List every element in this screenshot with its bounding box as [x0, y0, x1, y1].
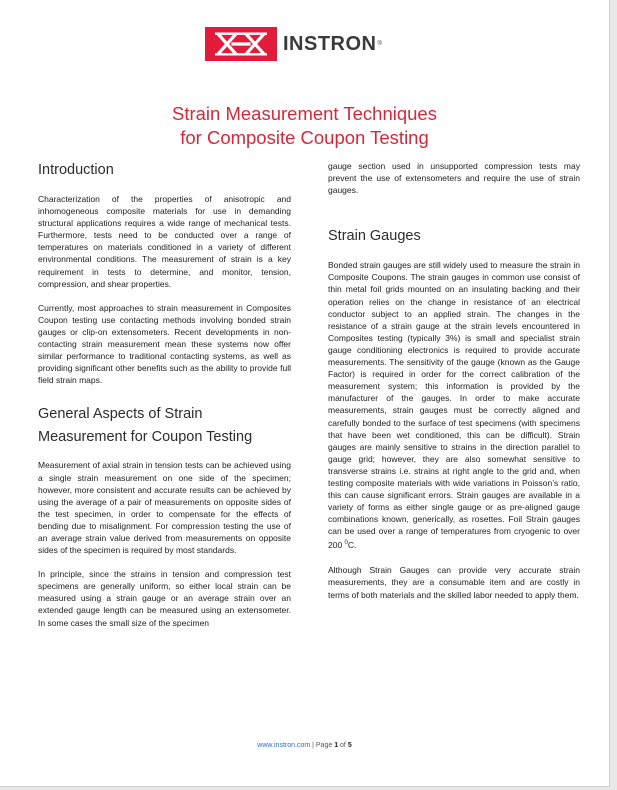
title-line-2: for Composite Coupon Testing — [180, 127, 429, 148]
general-aspects-paragraph-2: In principle, since the strains in tension and compression test specimens are generally uniform, so either local strain can be measured using a strain gauge or an average strain over an extended gauge length can be measured using an extensometer. In some cases the small size of the specimen — [38, 569, 291, 628]
instron-logo-mark-icon — [205, 27, 277, 61]
strain-gauges-heading: Strain Gauges — [328, 228, 421, 245]
document-title — [0, 102, 609, 150]
continued-paragraph: gauge section used in unsupported compression tests may prevent the use of extensometers and require the use of strain gauges. — [328, 161, 580, 196]
right-column — [328, 160, 580, 601]
degree-superscript: 0 — [344, 540, 348, 547]
instron-logo — [205, 27, 382, 61]
title-line-1: Strain Measurement Techniques — [172, 103, 437, 124]
introduction-paragraph-1: Characterization of the properties of anisotropic and inhomogeneous composite materials for use in demanding structural applications requires a wide range of mechanical tests. Furthermore, tests need to be conducted over a range of temperatures on materials conditioned in a variety of different environmental conditions. The measurement of strain is a key requirement in tests to determine, and monitor, tension, compression, and shear properties. — [38, 194, 291, 289]
footer-page-number: 1 — [334, 742, 339, 749]
general-aspects-heading-line-1: General Aspects of Strain — [38, 406, 203, 423]
introduction-heading: Introduction — [38, 162, 114, 178]
registered-mark: ® — [377, 41, 382, 47]
footer-of-label: of — [338, 742, 348, 749]
general-aspects-heading-line-2: Measurement for Coupon Testing — [38, 429, 253, 446]
general-aspects-heading — [38, 403, 291, 449]
strain-gauges-paragraph-1-text: Bonded strain gauges are still widely used to measure the strain in Composite Coupons. The strain gauges in common use consist of thin metal foil grids mounted on an insulating backing and their operation relies on the change in resistance of an electrical conductor subject to an applied strain. The changes in the resistance of a strain gauge at the strain levels encountered in Composites testing (typically 3%) is small and specialist strain gauge conditioning electronics is required to provide accurate measurements. The sensitivity of the gauge (known as the Gauge Factor) is required in order for the correct calibration of the measurement system; this information is provided by the manufacturer of the gauges. In order to make accurate measurements, strain gauges must be correctly aligned and carefully bonded to the surface of test specimens (with specimens that have been wet conditioned, this can be difficult). Strain gauges are mainly sensitive to strains in the direction parallel to gauge grid; however, they are also somewhat sensitive to transverse strains i.e. strains at right angle to the grid and, when testing composite materials with wide variations in Poisson’s ratio, this can cause significant errors. Strain gauges are available in a variety of forms as either single gauge or as pre-aligned gauge combinations known, generically, as rosettes. Foil Strain gauges can be used over a range of temperatures from cryogenic to over 200 — [328, 260, 580, 551]
footer-page-total: 5 — [347, 742, 352, 749]
page-footer — [0, 742, 609, 749]
strain-gauges-paragraph-1 — [328, 259, 580, 551]
footer-website-link[interactable]: www.instron.com — [257, 742, 311, 749]
general-aspects-paragraph-1: Measurement of axial strain in tension tests can be achieved using a single strain measurement on one side of the specimen; however, more consistent and accurate results can be achieved by using the average of a pair of measurements on opposite sides of the test specimen, in order to compensate for the effects of bending due to misalignment. For compression testing the use of an average strain value derived from measurements on opposite sides of the specimen is required by most standards. — [38, 460, 291, 556]
strain-gauges-paragraph-2: Although Strain Gauges can provide very accurate strain measurements, they are a consumable item and are costly in terms of both materials and the skilled labor needed to apply them. — [328, 565, 580, 600]
temperature-unit: C. — [347, 540, 357, 551]
left-column — [38, 160, 291, 629]
logo-wordmark: INSTRON — [283, 32, 377, 55]
introduction-paragraph-2: Currently, most approaches to strain measurement in Composites Coupon testing use contacting methods involving bonded strain gauges or clip-on extensometers. Recent developments in non-contacting strain measurement mean these systems now offer similar performance to traditional contacting systems, as well as providing significant other benefits such as the ability to provide full field strain maps. — [38, 302, 291, 386]
footer-page-label: | Page — [310, 742, 335, 749]
